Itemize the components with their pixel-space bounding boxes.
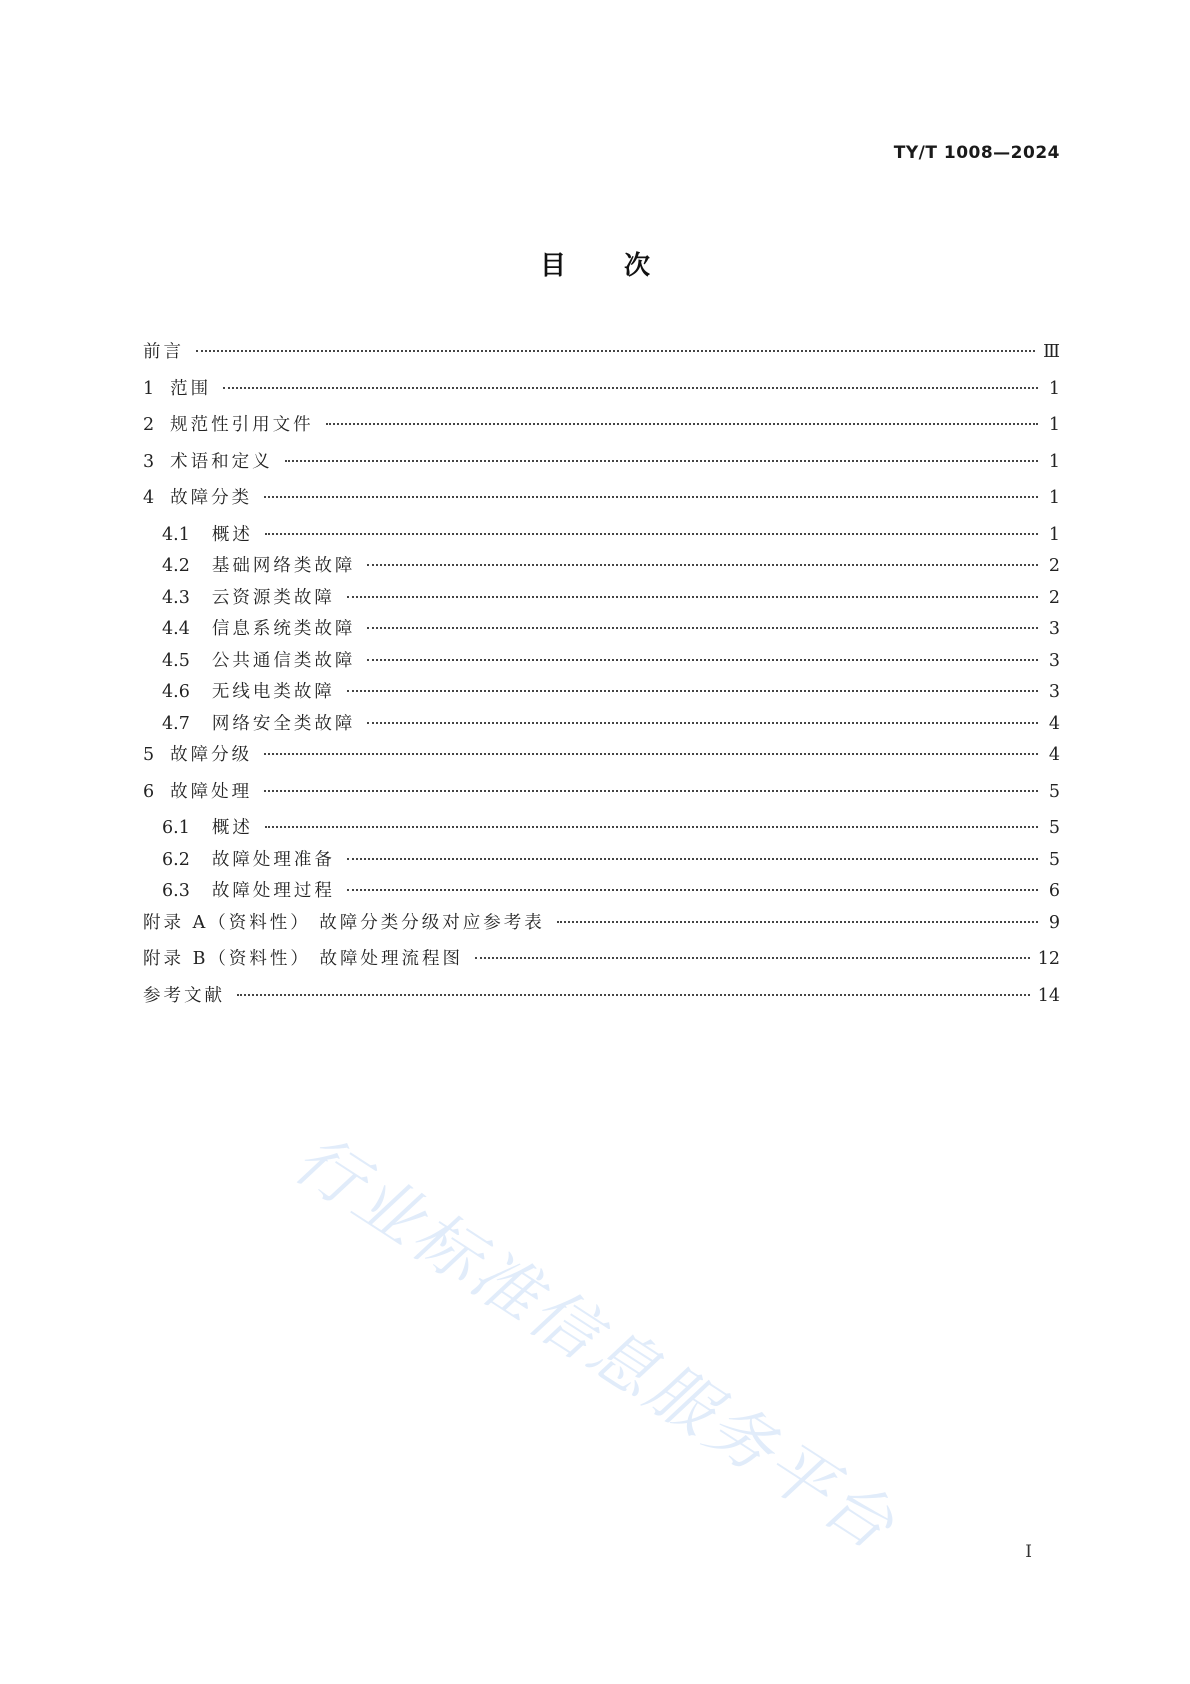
toc-entry-page: 12 xyxy=(1037,949,1060,969)
toc-entry-title: 附录 A（资料性） 故障分类分级对应参考表 xyxy=(143,912,545,933)
toc-entry-page: 1 xyxy=(1048,524,1060,545)
toc-entry[interactable] xyxy=(143,710,1060,742)
toc-dot-leader xyxy=(347,690,1038,692)
toc-entry-number: 3 xyxy=(143,451,155,472)
toc-dot-leader xyxy=(264,753,1038,755)
toc-entry-page: 4 xyxy=(1048,745,1060,765)
toc-entry-page: 1 xyxy=(1048,451,1060,472)
toc-entry[interactable] xyxy=(143,945,1060,982)
toc-entry-page: 5 xyxy=(1048,781,1060,802)
toc-entry[interactable] xyxy=(143,647,1060,679)
toc-entry-page: 1 xyxy=(1048,488,1060,508)
toc-entry-page: 14 xyxy=(1037,985,1060,1006)
toc-entry-number: 6.2 xyxy=(162,849,190,870)
toc-entry[interactable] xyxy=(143,814,1060,846)
toc-entry-page: 6 xyxy=(1048,881,1060,901)
toc-entry-page: 2 xyxy=(1048,587,1060,608)
toc-entry-title: 前言 xyxy=(143,342,184,362)
toc-entry-title: 故障分类 xyxy=(170,488,253,508)
table-of-contents xyxy=(143,338,1060,1018)
toc-entry-page: 1 xyxy=(1048,378,1060,399)
toc-entry-title: 术语和定义 xyxy=(170,451,273,472)
toc-entry-title: 信息系统类故障 xyxy=(211,619,356,639)
toc-dot-leader xyxy=(264,790,1038,792)
toc-entry[interactable] xyxy=(143,678,1060,710)
toc-entry-page: 3 xyxy=(1048,682,1060,702)
standard-code: TY/T 1008—2024 xyxy=(893,143,1060,163)
toc-entry-title: 参考文献 xyxy=(143,985,225,1006)
toc-entry-number: 4.4 xyxy=(162,619,190,639)
toc-entry-number: 6.1 xyxy=(162,818,190,838)
toc-entry-page: 2 xyxy=(1048,556,1060,576)
toc-entry[interactable] xyxy=(143,448,1060,485)
toc-dot-leader xyxy=(265,533,1038,535)
toc-dot-leader xyxy=(223,387,1038,389)
toc-entry-number: 4.6 xyxy=(162,682,190,702)
toc-entry[interactable] xyxy=(143,484,1060,521)
toc-dot-leader xyxy=(367,722,1038,724)
toc-dot-leader xyxy=(367,627,1038,629)
toc-dot-leader xyxy=(475,957,1030,959)
toc-entry-title: 网络安全类故障 xyxy=(211,713,356,734)
toc-entry-title: 云资源类故障 xyxy=(211,587,335,608)
toc-entry-title: 故障处理 xyxy=(170,781,253,802)
toc-entry[interactable] xyxy=(143,375,1060,412)
toc-entry[interactable] xyxy=(143,846,1060,878)
toc-entry[interactable] xyxy=(143,521,1060,553)
toc-dot-leader xyxy=(367,564,1038,566)
watermark: 行业标准信息服务平台 xyxy=(280,1120,910,1567)
toc-dot-leader xyxy=(196,350,1035,352)
toc-dot-leader xyxy=(557,921,1038,923)
toc-entry-page: 5 xyxy=(1048,849,1060,870)
toc-entry-title: 公共通信类故障 xyxy=(211,650,356,671)
toc-entry-number: 4.3 xyxy=(162,587,190,608)
toc-entry-number: 4.2 xyxy=(162,556,190,576)
toc-entry[interactable] xyxy=(143,584,1060,616)
toc-dot-leader xyxy=(347,858,1038,860)
toc-entry-title: 故障处理过程 xyxy=(211,881,335,901)
toc-entry[interactable] xyxy=(143,338,1060,375)
toc-entry-number: 2 xyxy=(143,415,155,435)
page-title: 目次 xyxy=(539,251,708,281)
toc-dot-leader xyxy=(347,596,1038,598)
toc-entry-page: 9 xyxy=(1048,912,1060,933)
toc-entry[interactable] xyxy=(143,741,1060,778)
toc-entry[interactable] xyxy=(143,552,1060,584)
toc-entry-number: 1 xyxy=(143,378,155,399)
footer-page-number: I xyxy=(1025,1542,1032,1562)
toc-entry-number: 4.5 xyxy=(162,650,190,671)
toc-entry[interactable] xyxy=(143,778,1060,815)
toc-entry-page: 4 xyxy=(1048,713,1060,734)
toc-dot-leader xyxy=(237,994,1030,996)
toc-dot-leader xyxy=(265,826,1038,828)
toc-entry-page: 3 xyxy=(1048,650,1060,671)
toc-entry[interactable] xyxy=(143,982,1060,1019)
toc-entry-title: 概述 xyxy=(211,524,253,545)
toc-dot-leader xyxy=(285,460,1038,462)
toc-dot-leader xyxy=(326,423,1038,425)
toc-entry[interactable] xyxy=(143,615,1060,647)
toc-dot-leader xyxy=(367,659,1038,661)
toc-dot-leader xyxy=(347,889,1038,891)
toc-entry[interactable] xyxy=(143,411,1060,448)
toc-entry-page: 5 xyxy=(1048,818,1060,838)
toc-entry[interactable] xyxy=(143,909,1060,946)
toc-entry-page: 1 xyxy=(1048,415,1060,435)
toc-entry-title: 规范性引用文件 xyxy=(170,415,314,435)
toc-entry-title: 概述 xyxy=(211,818,253,838)
toc-entry-number: 4.7 xyxy=(162,713,190,734)
toc-entry-number: 4.1 xyxy=(162,524,190,545)
toc-entry-title: 附录 B（资料性） 故障处理流程图 xyxy=(143,949,463,969)
toc-entry-number: 6 xyxy=(143,781,155,802)
toc-dot-leader xyxy=(264,496,1038,498)
toc-entry-title: 故障处理准备 xyxy=(211,849,335,870)
toc-entry-page: Ⅲ xyxy=(1043,342,1060,362)
toc-entry-title: 基础网络类故障 xyxy=(211,556,356,576)
toc-entry-title: 范围 xyxy=(170,378,212,399)
toc-entry-page: 3 xyxy=(1048,619,1060,639)
toc-entry[interactable] xyxy=(143,877,1060,909)
toc-entry-number: 6.3 xyxy=(162,881,190,901)
toc-entry-title: 故障分级 xyxy=(170,745,253,765)
toc-entry-title: 无线电类故障 xyxy=(211,682,335,702)
toc-entry-number: 4 xyxy=(143,488,155,508)
toc-entry-number: 5 xyxy=(143,745,155,765)
